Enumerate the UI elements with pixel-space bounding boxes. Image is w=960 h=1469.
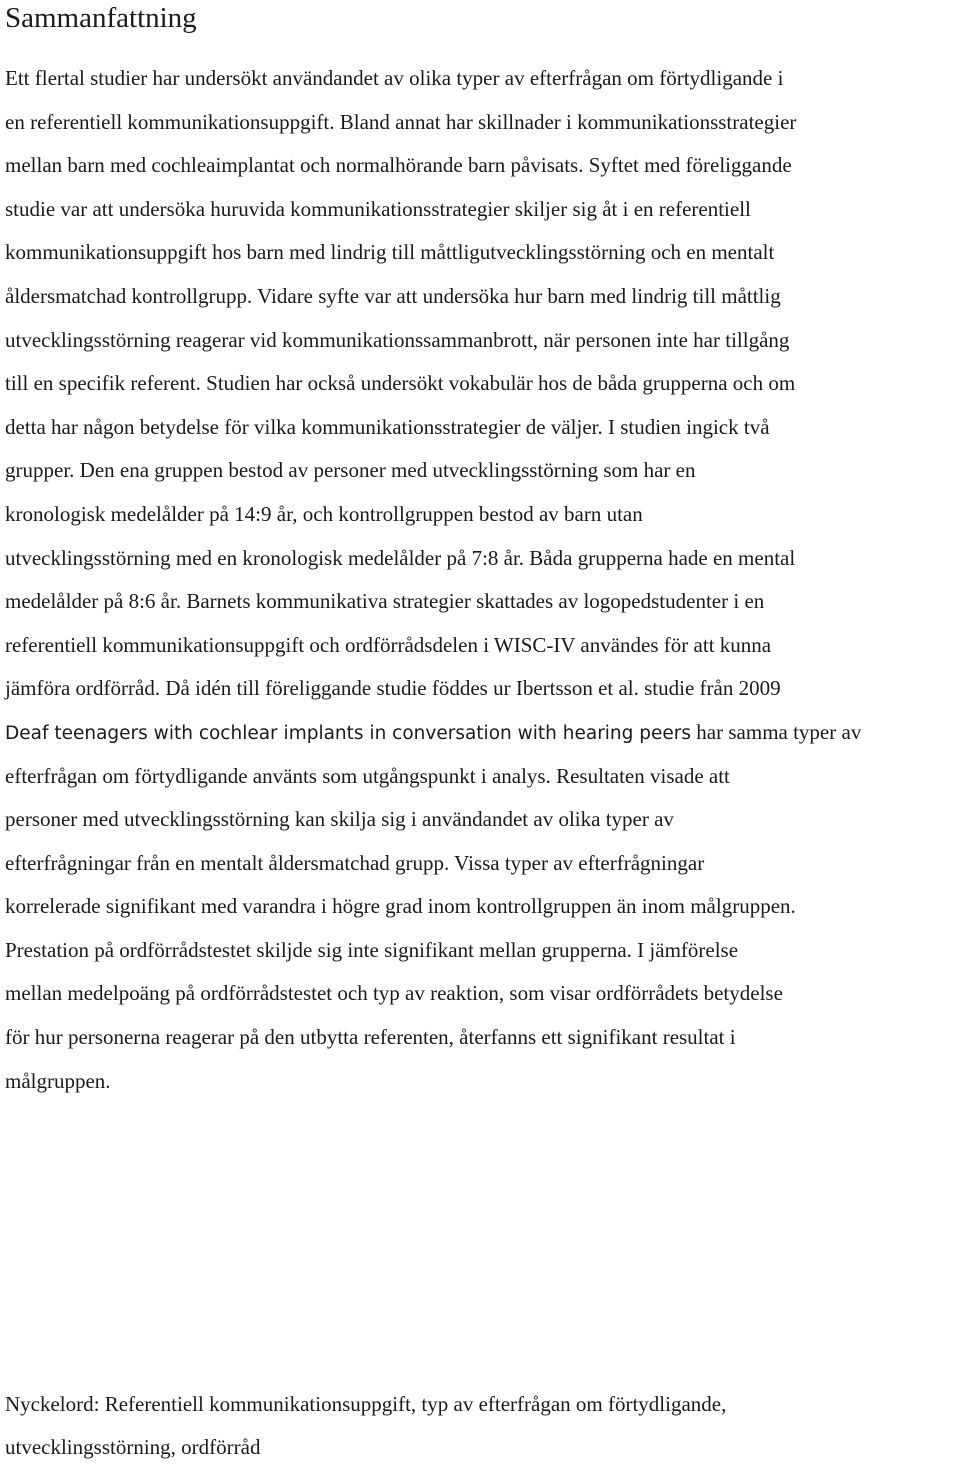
abstract-line: detta har någon betydelse för vilka kommunikationsstrategier de väljer. I studien ingick två (5, 414, 770, 439)
abstract-line: en referentiell kommunikationsuppgift. Bland annat har skillnader i kommunikationsstrategier (5, 109, 797, 134)
abstract-line: för hur personerna reagerar på den utbytta referenten, återfanns ett signifikant resultat i (5, 1025, 736, 1050)
keywords-line: Nyckelord: Referentiell kommunikationsuppgift, typ av efterfrågan om förtydligande, (5, 1392, 727, 1416)
abstract-line: studie var att undersöka huruvida kommunikationsstrategier skiljer sig åt i en referentiell (5, 196, 751, 221)
abstract-line: målgruppen. (5, 1068, 111, 1093)
abstract-line: mellan barn med cochleaimplantat och normalhörande barn påvisats. Syftet med föreliggande (5, 153, 792, 178)
abstract-line: jämföra ordförråd. Då idén till föreliggande studie föddes ur Ibertsson et al. studie från 2009 (5, 676, 781, 701)
abstract-line: mellan medelpoäng på ordförrådstestet och typ av reaktion, som visar ordförrådets betydelse (5, 981, 783, 1006)
abstract-line-cited-title (5, 711, 957, 755)
abstract-line: kommunikationsuppgift hos barn med lindrig till måttligutvecklingsstörning och en mentalt (5, 240, 775, 265)
abstract-line: Prestation på ordförrådstestet skiljde sig inte signifikant mellan grupperna. I jämförelse (5, 937, 739, 962)
page-title: Sammanfattning (5, 2, 197, 34)
abstract-line: utvecklingsstörning med en kronologisk medelålder på 7:8 år. Båda grupperna hade en mental (5, 545, 796, 570)
abstract-line: Ett flertal studier har undersökt användandet av olika typer av efterfrågan om förtydligande i (5, 66, 784, 90)
abstract-line: grupper. Den ena gruppen bestod av personer med utvecklingsstörning som har en (5, 458, 696, 483)
abstract-line: till en specifik referent. Studien har också undersökt vokabulär hos de båda grupperna och om (5, 371, 796, 396)
abstract-line: efterfrågan om förtydligande använts som utgångspunkt i analys. Resultaten visade att (5, 763, 730, 788)
abstract-line: kronologisk medelålder på 14:9 år, och kontrollgruppen bestod av barn utan (5, 501, 643, 526)
keywords-section (5, 1383, 957, 1469)
abstract-paragraph (5, 57, 957, 1103)
abstract-line: åldersmatchad kontrollgrupp. Vidare syfte var att undersöka hur barn med lindrig till måttlig (5, 283, 781, 308)
abstract-line: korrelerade signifikant med varandra i högre grad inom kontrollgruppen än inom målgruppen. (5, 894, 796, 919)
abstract-line: medelålder på 8:6 år. Barnets kommunikativa strategier skattades av logopedstudenter i en (5, 589, 765, 614)
cited-title-line-tail: har samma typer av (691, 719, 862, 744)
abstract-line: referentiell kommunikationsuppgift och ordförrådsdelen i WISC-IV användes för att kunna (5, 632, 772, 657)
abstract-line: utvecklingsstörning reagerar vid kommunikationssammanbrott, när personen inte har tillgång (5, 327, 790, 352)
abstract-line: efterfrågningar från en mentalt åldersmatchad grupp. Vissa typer av efterfrågningar (5, 850, 705, 875)
abstract-line: personer med utvecklingsstörning kan skilja sig i användandet av olika typer av (5, 807, 674, 832)
keywords-line: utvecklingsstörning, ordförråd (5, 1435, 261, 1459)
cited-study-title: Deaf teenagers with cochlear implants in conversation with hearing peers (5, 722, 692, 744)
